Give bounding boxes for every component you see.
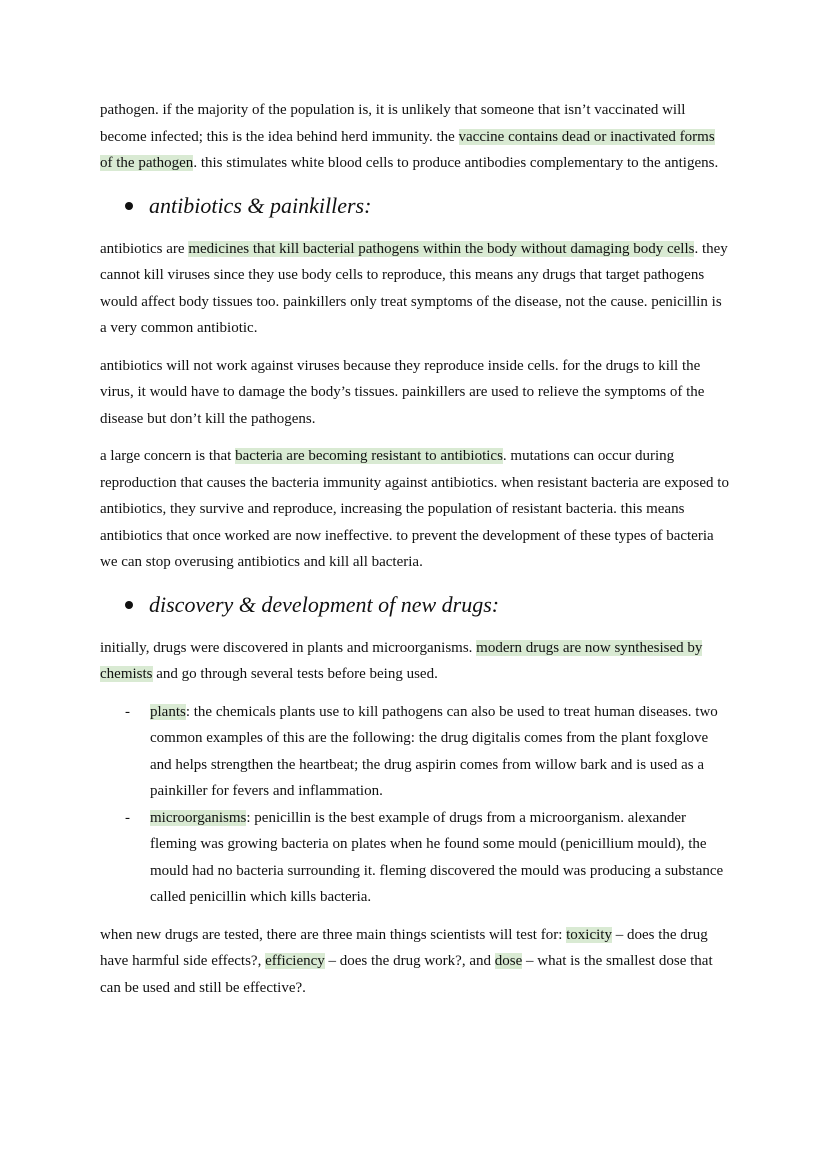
drugs-paragraph-2: [100, 922, 730, 1002]
text-run: . this stimulates white blood cells to produce antibodies complementary to the antigens.: [193, 155, 719, 171]
highlight: plants: [150, 703, 186, 720]
dash-marker: -: [125, 703, 130, 720]
intro-paragraph: [100, 97, 730, 177]
highlight: efficiency: [265, 953, 325, 969]
text-run: – what is the smallest dose that can be used and still be effective?.: [100, 953, 713, 996]
text-run: – does the drug work?, and: [324, 953, 495, 969]
text-run: . they cannot kill viruses since they use body cells to reproduce, this means any drugs that target pathogens would affect body tissues too. painkillers only treat symptoms of the disease, not the cause. penicillin is a very common antibiotic.: [100, 240, 728, 336]
highlight: medicines that kill bacterial pathogens within the body without damaging body cells: [188, 240, 695, 257]
text-run: pathogen. if the majority of the population is, it is unlikely that someone that isn’t vaccinated will become infected; this is the idea behind herd immunity. the: [100, 102, 686, 145]
list-item: [100, 699, 730, 805]
drug-sources-list: [100, 699, 730, 911]
heading-text: discovery & development of new drugs:: [149, 591, 500, 617]
text-run: antibiotics are: [100, 240, 189, 257]
highlight: modern drugs are now synthesised by chemists: [100, 639, 703, 682]
section-heading-drugs: [125, 590, 730, 620]
highlight: microorganisms: [150, 809, 247, 826]
document-page: [100, 97, 730, 1012]
highlight: dose: [494, 953, 523, 969]
bullet-icon: [125, 601, 133, 609]
section-heading-antibiotics: [125, 191, 730, 221]
antibiotics-paragraph-2: antibiotics will not work against viruses because they reproduce inside cells. for the drugs to kill the virus, it would have to damage the body’s tissues. painkillers are used to relieve the symptoms of the disease but don’t kill the pathogens.: [100, 357, 705, 427]
text-run: – does the drug have harmful side effects?,: [100, 926, 708, 969]
text-run: and go through several tests before being used.: [152, 666, 438, 682]
bullet-icon: [125, 202, 133, 210]
antibiotics-paragraph-3: [100, 443, 730, 576]
antibiotics-paragraph-1: [100, 236, 730, 342]
heading-text: antibiotics & painkillers:: [149, 192, 372, 218]
dash-marker: -: [125, 809, 130, 826]
text-run: . mutations can occur during reproduction that causes the bacteria immunity against antibiotics. when resistant bacteria are exposed to antibiotics, they survive and reproduce, increasing the population of resistant bacteria. this means antibiotics that once worked are now ineffective. to prevent the development of these types of bacteria we can stop overusing antibiotics and kill all bacteria.: [100, 448, 729, 570]
highlight: bacteria are becoming resistant to antibiotics: [235, 448, 503, 464]
drugs-paragraph-1: [100, 635, 730, 688]
text-run: when new drugs are tested, there are three main things scientists will test for:: [100, 926, 567, 943]
text-run: : the chemicals plants use to kill pathogens can also be used to treat human diseases. two common examples of this are the following: the drug digitalis comes from the plant foxglove and helps strengthen the heartbeat; the drug aspirin comes from willow bark and is used as a painkiller for fevers and inflammation.: [150, 703, 718, 799]
highlight: vaccine contains dead or inactivated forms of the pathogen: [100, 128, 715, 171]
text-run: a large concern is that: [100, 448, 236, 464]
text-run: : penicillin is the best example of drugs from a microorganism. alexander fleming was growing bacteria on plates when he found some mould (penicillium mould), the mould had no bacteria surrounding it. fleming discovered the mould was producing a substance called penicillin which kills bacteria.: [150, 809, 724, 905]
text-run: initially, drugs were discovered in plants and microorganisms.: [100, 639, 477, 656]
list-item: [100, 805, 730, 911]
highlight: toxicity: [566, 926, 612, 943]
